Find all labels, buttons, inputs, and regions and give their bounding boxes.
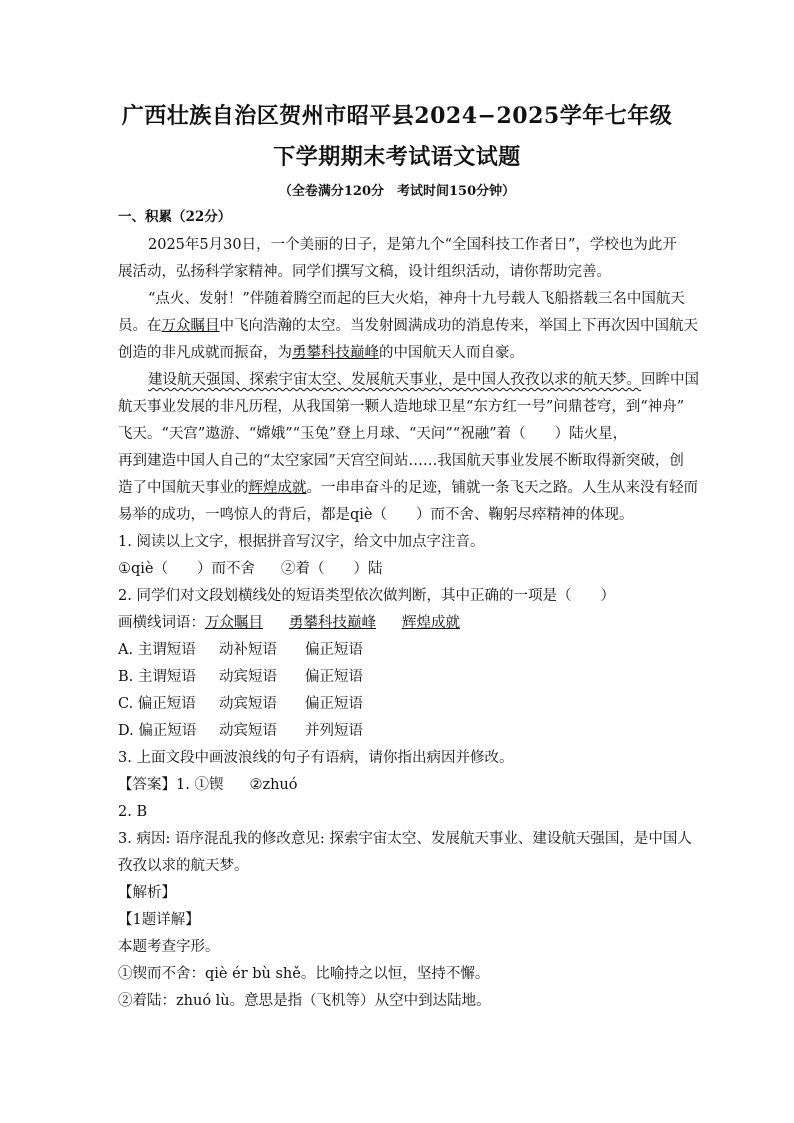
option-a-col2: 动补短语 [219,642,277,658]
option-b-col3: 偏正短语 [305,669,363,685]
option-row-a [118,640,363,660]
answer-2: 2. B [118,804,148,820]
underlined-phrase-1: 万众瞩目 [161,318,220,334]
word-2: 勇攀科技巅峰 [289,615,376,631]
option-a: ①qiè（ ）而不舍 [118,561,255,577]
option-row-c [118,694,363,714]
detail-heading: 【1题详解】 [118,912,200,928]
option-b-col1: B. 主谓短语 [118,669,196,685]
text: 造了中国航天事业的 [118,480,249,496]
option-a-col1: A. 主谓短语 [118,642,196,658]
option-a-col3: 偏正短语 [305,642,363,658]
detail-item-a: ①锲而不舍：qiè ér bù shě。比喻持之以恒，坚持不懈。 [118,966,490,982]
exam-info: （全卷满分120分 考试时间150分钟） [278,184,516,199]
words-label: 画横线词语： [118,615,205,631]
question-2: 2. 同学们对文段划横线处的短语类型依次做判断，其中正确的一项是（ ） [118,588,615,604]
text: 的中国航天人而自豪。 [379,345,524,361]
option-row-b [118,667,363,687]
option-d-col3: 并列短语 [305,723,363,739]
question-1: 1. 阅读以上文字，根据拼音写汉字，给文中加点字注音。 [118,534,485,550]
paragraph-3-line-2: 航天事业发展的非凡历程，从我国第一颗人造地球卫星“东方红一号”问鼎苍穹，到“神舟” [118,399,685,415]
text: 创造的非凡成就而振奋，为 [118,345,292,361]
option-d-col1: D. 偏正短语 [118,723,197,739]
paragraph-3-line-4: 再到建造中国人自己的“太空家园”天宫空间站……我国航天事业发展不断取得新突破，创 [118,453,684,469]
section-heading: 一、积累（22分） [118,209,232,225]
question-3: 3. 上面文段中画波浪线的句子有语病，请你指出病因并修改。 [118,750,514,766]
underlined-phrase-3: 辉煌成就 [248,480,307,496]
paragraph-1-line-1: 2025年5月30日，一个美丽的日子，是第九个“全国科技工作者日”，学校也为此开 [148,237,677,253]
paragraph-2-line-3 [118,343,524,363]
option-d-col2: 动宾短语 [219,723,277,739]
text: 。一串串奋斗的足迹，铺就一条飞天之路。人生从来没有轻而 [306,480,698,496]
word-3: 辉煌成就 [402,615,460,631]
option-b: ②着（ ）陆 [281,561,383,577]
underlined-phrase-2: 勇攀科技巅峰 [292,345,379,361]
answer-1b: ②zhuó [249,777,298,793]
paragraph-3-line-5 [118,478,698,498]
text: 员。在 [118,318,162,334]
detail-intro: 本题考查字形。 [118,939,220,955]
detail-item-b: ②着陆：zhuó lù。意思是指（飞机等）从空中到达陆地。 [118,993,491,1009]
option-c-col1: C. 偏正短语 [118,696,196,712]
question-1-options [118,559,383,579]
paragraph-1-line-2: 展活动，弘扬科学家精神。同学们撰写文稿，设计组织活动，请你帮助完善。 [118,264,611,280]
wavy-underlined-sentence: 建设航天强国、探索宇宙太空、发展航天事业，是中国人孜孜以求的航天梦。 [148,372,641,388]
page-title-line2: 下学期期末考试语文试题 [273,144,521,170]
paragraph-3-line-6: 易举的成功，一鸣惊人的背后，都是qiè（ ）而不舍、鞠躬尽瘁精神的体现。 [118,507,634,523]
paragraph-3-line-3: 飞天。“天宫”遨游、“嫦娥”“玉兔”登上月球、“天问”“祝融”着（ ）陆火星， [118,426,628,442]
question-2-words [118,613,460,633]
answer-3-line-1: 3. 病因: 语序混乱我的修改意见: 探索宇宙太空、发展航天事业、建设航天强国，是中国人 [118,831,692,847]
option-c-col2: 动宾短语 [219,696,277,712]
option-c-col3: 偏正短语 [305,696,363,712]
paragraph-3-line-1 [148,370,699,390]
text: 中飞向浩瀚的太空。当发射圆满成功的消息传来，举国上下再次因中国航天 [219,318,698,334]
answer-3-line-2: 孜孜以求的航天梦。 [118,858,249,874]
paragraph-2-line-1: “点火、发射！”伴随着腾空而起的巨大火焰，神舟十九号载人飞船搭载三名中国航天 [148,291,685,307]
answer-line [118,775,298,795]
answer-label: 【答案】1. ①锲 [118,777,224,793]
word-1: 万众瞩目 [205,615,263,631]
paragraph-2-line-2 [118,316,698,336]
text: 回眸中国 [641,372,699,388]
analysis-heading: 【解析】 [118,885,176,901]
page-title: 广西壮族自治区贺州市昭平县2024−2025学年七年级 [121,103,673,129]
option-b-col2: 动宾短语 [219,669,277,685]
option-row-d [118,721,363,741]
